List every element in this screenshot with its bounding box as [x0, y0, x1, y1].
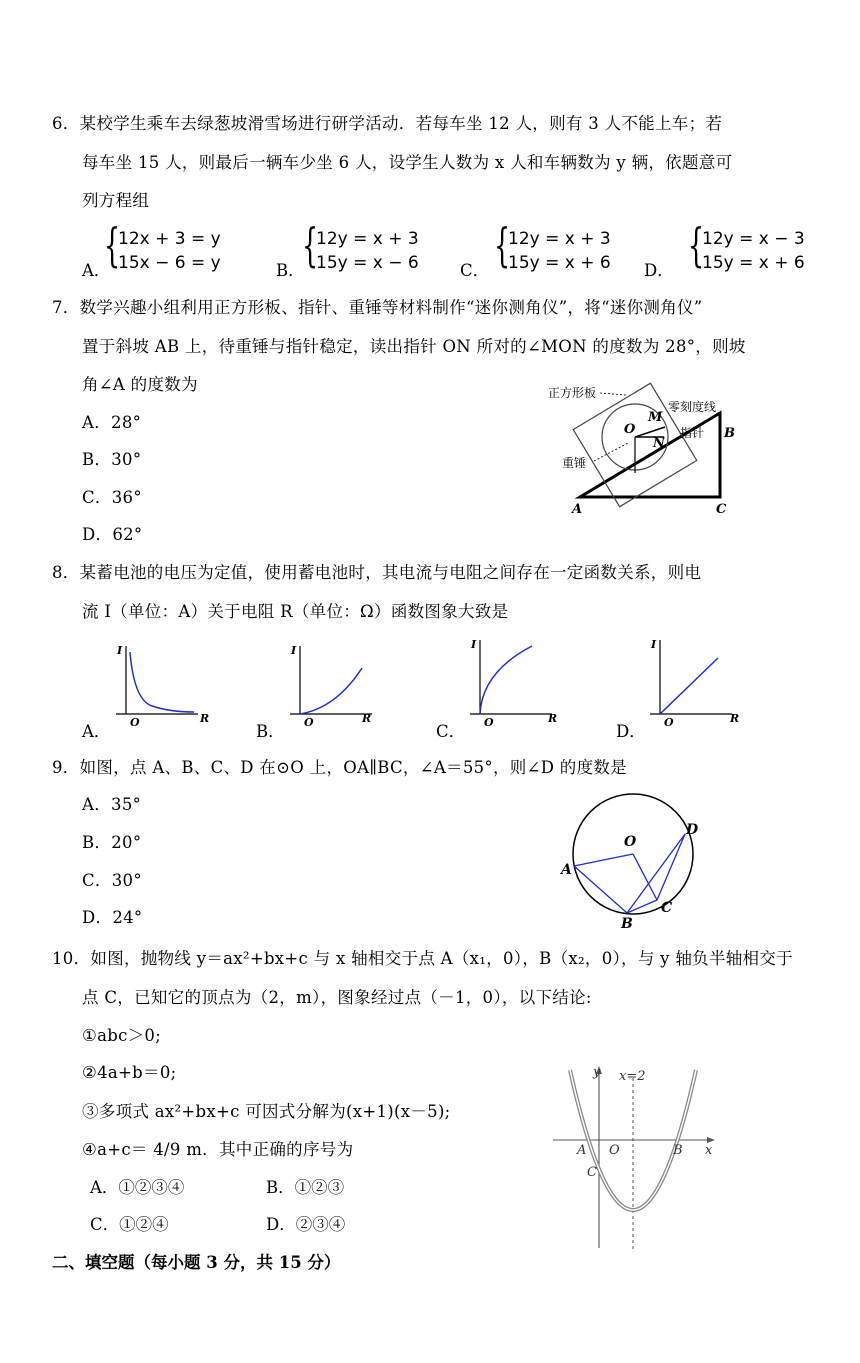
q6-line2: 每车坐 15 人，则最后一辆车少坐 6 人，设学生人数为 x 人和车辆数为 y 辆，依题意可	[82, 153, 733, 172]
q6-option-b-eq1: 12y = x + 3	[316, 229, 419, 249]
curve-c	[480, 646, 532, 714]
q6-option-b-label: B．	[276, 261, 305, 280]
q6-line1: 6．某校学生乘车去绿葱坡滑雪场进行研学活动．若每车坐 12 人，则有 3 人不能上车；若	[52, 114, 723, 133]
q9-figure	[555, 790, 715, 930]
q9-option-c: C．30°	[82, 871, 142, 890]
q8-option-a-label: A．	[82, 722, 111, 741]
q10-conclusion-4: ④a+c＝ 4/9 m．其中正确的序号为	[82, 1140, 354, 1159]
q6-option-d-eq2: 15y = x + 6	[702, 253, 805, 273]
label-C: C	[716, 502, 727, 517]
label-weight: 重锤	[562, 456, 587, 470]
q6-option-a-brace: {	[104, 218, 121, 272]
label-B: B	[673, 1143, 683, 1158]
axis-x-label: R	[548, 712, 558, 725]
q10-line1: 10．如图，抛物线 y＝ax²+bx+c 与 x 轴相交于点 A（x₁，0），B（x₂，0），与 y 轴负半轴相交于	[52, 949, 793, 968]
axis-y-label: I	[471, 638, 477, 651]
q7-figure	[540, 375, 760, 520]
q9-option-a: A．35°	[82, 795, 142, 814]
q10-figure	[553, 1060, 723, 1255]
q6-option-d-label: D．	[644, 261, 674, 280]
label-A: A	[561, 862, 572, 878]
section-2-heading: 二、填空题（每小题 3 分，共 15 分）	[52, 1253, 341, 1272]
q10-conclusion-1: ①abc＞0;	[82, 1026, 162, 1045]
q10-option-c: C．①②④	[90, 1215, 169, 1234]
q9-line1: 9．如图，点 A、B、C、D 在⊙O 上，OA∥BC，∠A＝55°，则∠D 的度数是	[52, 758, 627, 777]
origin-label: O	[304, 716, 314, 728]
q6-line3: 列方程组	[82, 191, 150, 210]
label-O: O	[624, 422, 636, 437]
label-A: A	[577, 1143, 587, 1158]
label-board: 正方形板	[548, 386, 597, 400]
label-B: B	[621, 916, 633, 930]
origin-label: O	[664, 716, 674, 728]
q8-graph-a	[112, 640, 212, 728]
q8-option-b-label: B．	[256, 722, 285, 741]
q6-option-a-label: A．	[82, 261, 111, 280]
axis-y-label: I	[117, 644, 123, 657]
vline-label: x=2	[619, 1069, 646, 1084]
curve-a	[130, 652, 194, 712]
label-M: M	[648, 410, 663, 425]
q10-option-d: D．②③④	[266, 1215, 346, 1234]
q7-line3: 角∠A 的度数为	[82, 375, 198, 394]
q8-line1: 8．某蓄电池的电压为定值，使用蓄电池时，其电流与电阻之间存在一定函数关系，则电	[52, 563, 702, 582]
label-C: C	[661, 900, 673, 916]
label-C: C	[587, 1165, 597, 1180]
q8-graph-d	[646, 632, 746, 728]
q6-option-d-eq1: 12y = x − 3	[702, 229, 805, 249]
axis-y-label: I	[291, 644, 297, 657]
q8-graph-b	[286, 640, 386, 728]
q6-option-b-brace: {	[302, 218, 319, 272]
q10-line2: 点 C，已知它的顶点为（2，m），图象经过点（－1，0），以下结论:	[82, 988, 592, 1007]
label-D: D	[686, 822, 699, 838]
origin-label: O	[609, 1143, 620, 1158]
q6-option-c-eq2: 15y = x + 6	[508, 253, 611, 273]
q8-graph-c	[466, 632, 566, 728]
q10-option-b: B．①②③	[266, 1178, 345, 1197]
q7-option-a: A．28°	[82, 413, 142, 432]
label-O: O	[624, 834, 637, 850]
q8-option-c-label: C．	[436, 722, 466, 741]
q7-option-d: D．62°	[82, 525, 143, 544]
q7-option-b: B．30°	[82, 450, 142, 469]
axis-x-label: R	[362, 712, 372, 725]
origin-label: O	[484, 716, 494, 728]
q6-option-c-brace: {	[494, 218, 511, 272]
q10-option-a: A．①②③④	[90, 1178, 185, 1197]
q7-line2: 置于斜坡 AB 上，待重锤与指针稳定，读出指针 ON 所对的∠MON 的度数为 28°，则坡	[82, 337, 746, 356]
label-A: A	[572, 502, 583, 517]
origin-label: O	[130, 716, 140, 728]
board-leader	[600, 393, 626, 395]
label-N: N	[653, 436, 665, 451]
q10-conclusion-3: ③多项式 ax²+bx+c 可因式分解为(x+1)(x－5);	[82, 1102, 451, 1121]
axis-y-label: y	[593, 1065, 601, 1080]
curve-b	[300, 668, 362, 714]
q6-option-a-eq2: 15x − 6 = y	[118, 253, 221, 273]
axis-x-label: R	[200, 712, 210, 725]
q7-line1: 7．数学兴趣小组利用正方形板、指针、重锤等材料制作“迷你测角仪”，将“迷你测角仪”	[52, 298, 703, 317]
axis-x-label: x	[705, 1143, 713, 1158]
q6-option-a-eq1: 12x + 3 = y	[118, 229, 221, 249]
label-B: B	[724, 426, 735, 441]
q6-option-c-eq1: 12y = x + 3	[508, 229, 611, 249]
q7-option-c: C．36°	[82, 488, 142, 507]
q6-option-c-label: C．	[460, 261, 490, 280]
q8-line2: 流 I（单位：A）关于电阻 R（单位：Ω）函数图象大致是	[82, 602, 509, 621]
curve-d	[660, 658, 718, 714]
weight-leader	[594, 443, 628, 461]
label-pointer: 指针	[680, 426, 705, 440]
q9-option-d: D．24°	[82, 908, 143, 927]
q6-option-b-eq2: 15y = x − 6	[316, 253, 419, 273]
q6-option-d-brace: {	[688, 218, 705, 272]
axis-x-label: R	[730, 712, 740, 725]
label-zero: 零刻度线	[668, 400, 717, 414]
q8-option-d-label: D．	[616, 722, 646, 741]
q10-conclusion-2: ②4a+b＝0;	[82, 1063, 177, 1082]
axis-y-label: I	[651, 638, 657, 651]
q9-option-b: B．20°	[82, 833, 142, 852]
